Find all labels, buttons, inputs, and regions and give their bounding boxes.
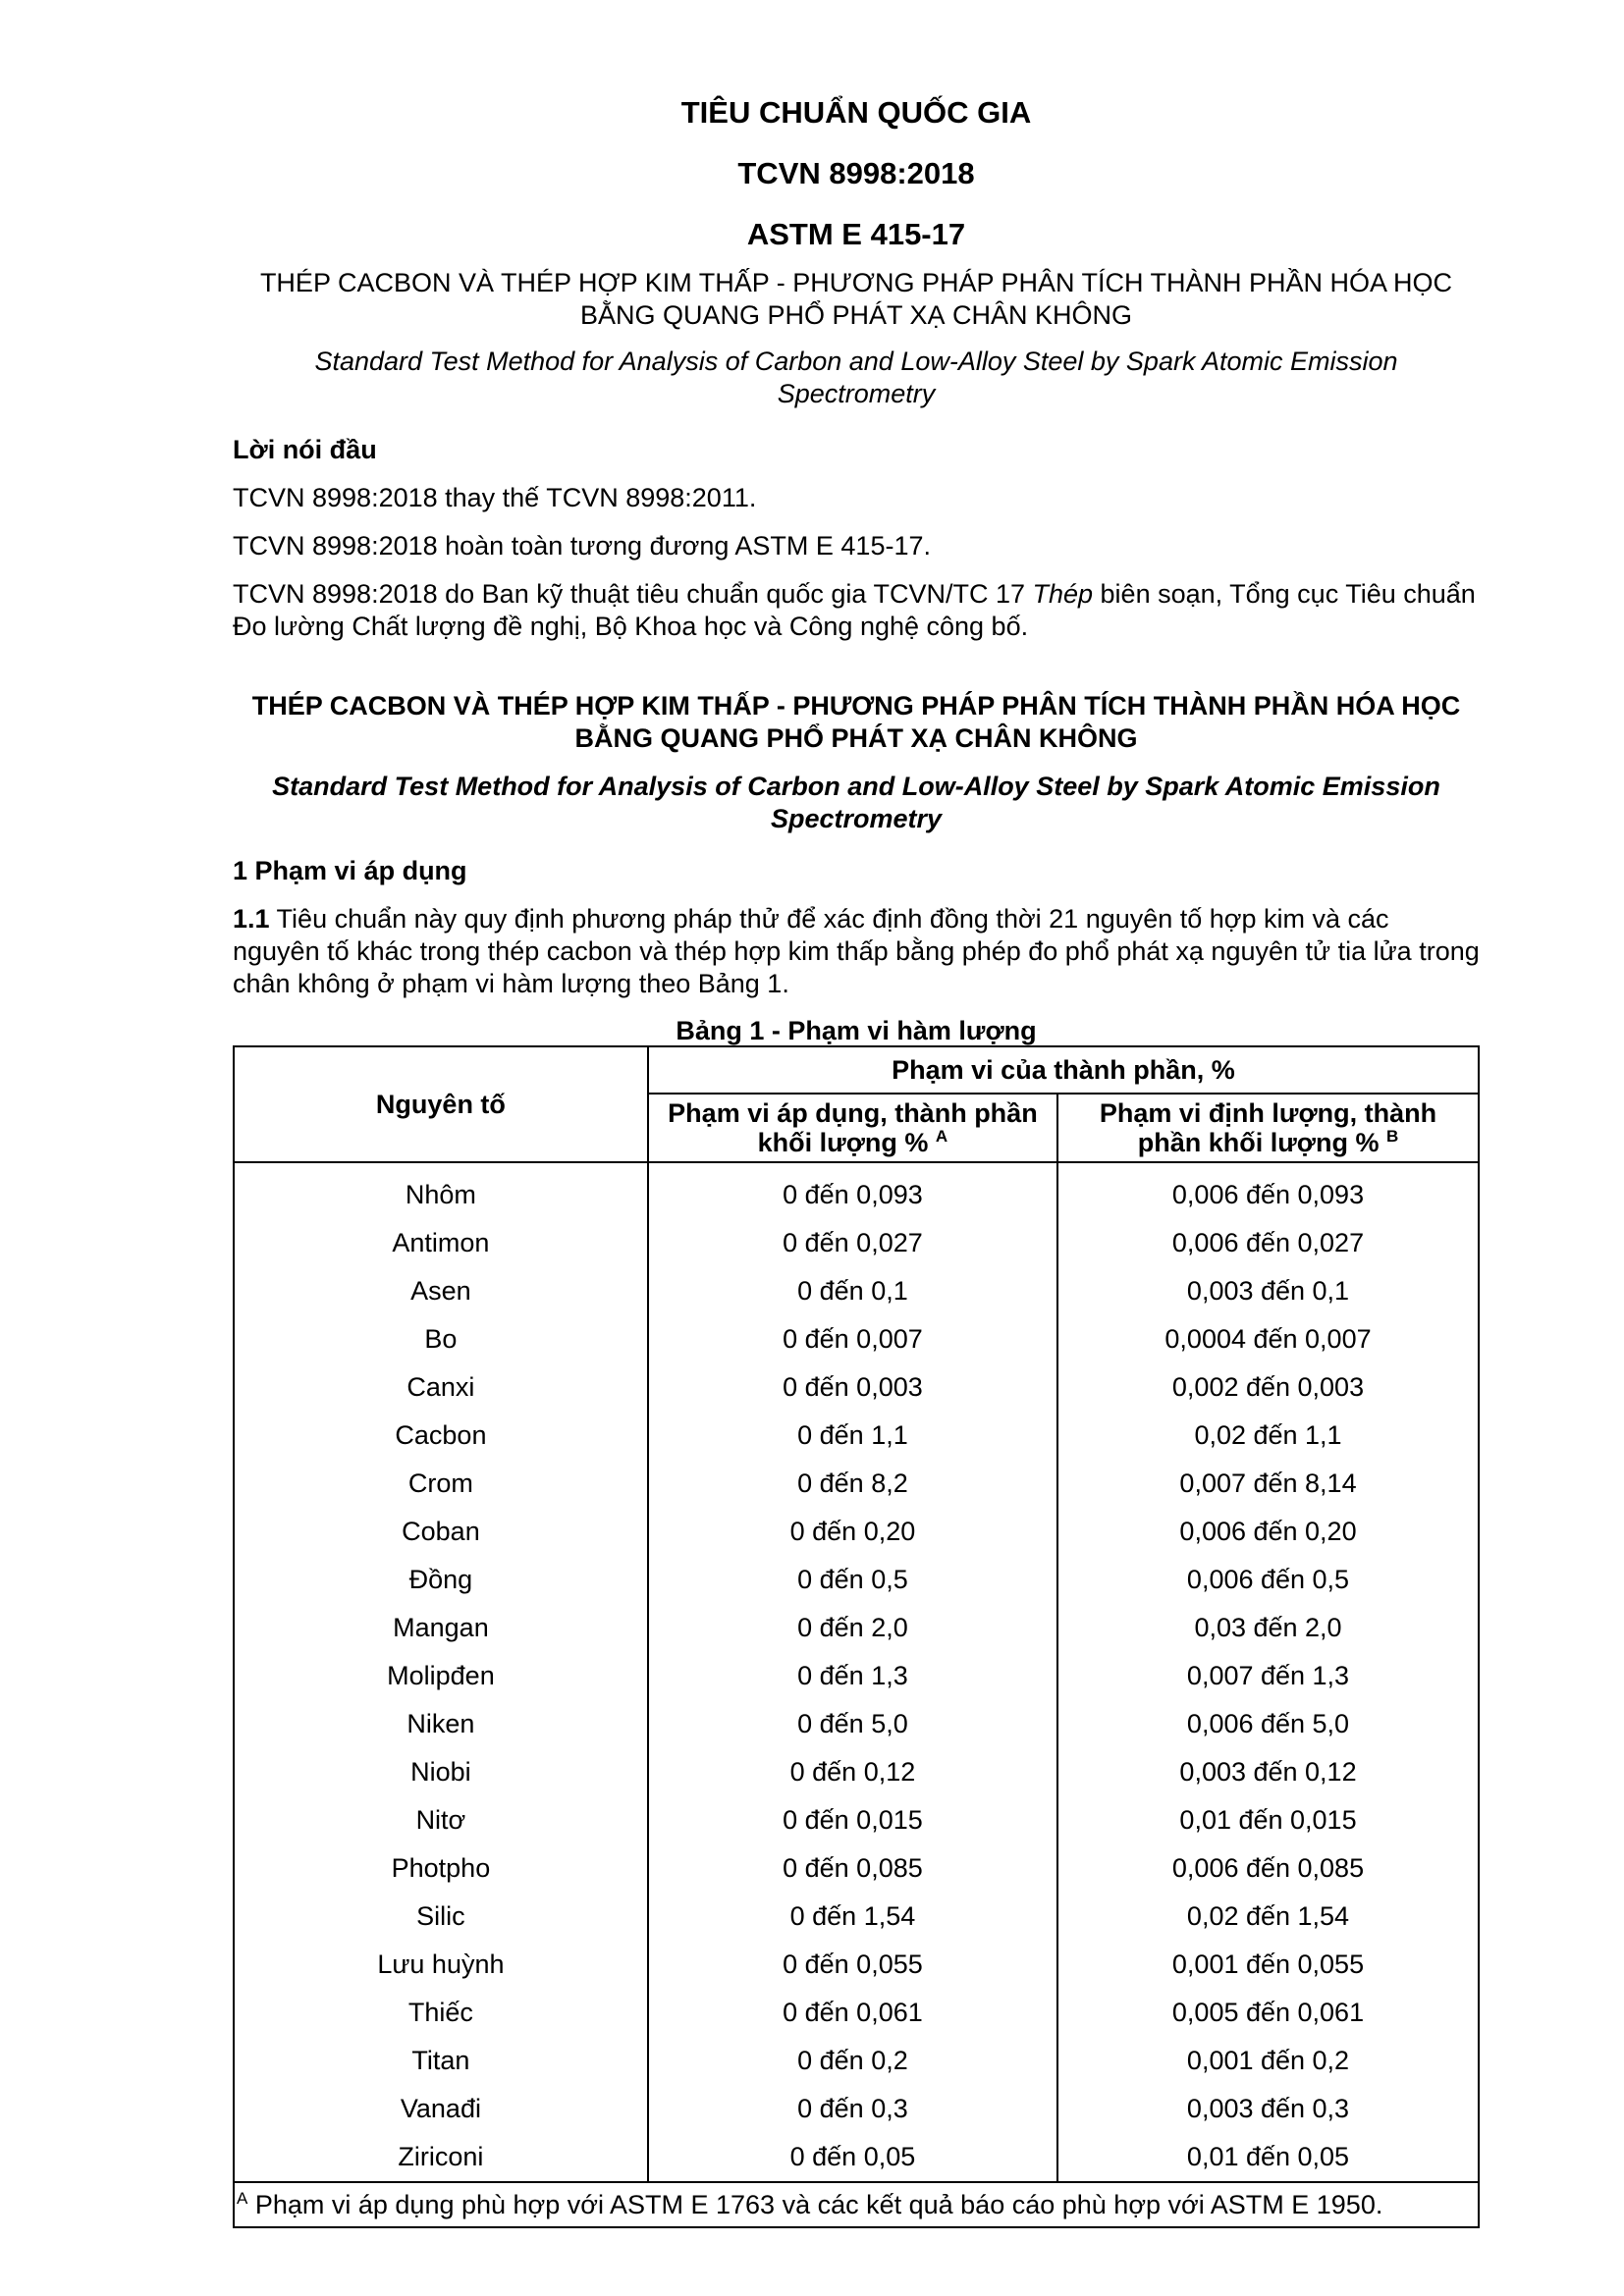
- main-title-english: Standard Test Method for Analysis of Carbon and Low-Alloy Steel by Spark Atomic Emission Spectrometry: [272, 772, 1440, 833]
- clause-1-1: [233, 903, 1480, 1000]
- cell-element: Niken: [234, 1700, 648, 1748]
- cell-applicable-range: 0 đến 1,3: [648, 1652, 1057, 1700]
- cell-quantitative-range: 0,007 đến 1,3: [1057, 1652, 1479, 1700]
- cell-quantitative-range: 0,005 đến 0,061: [1057, 1989, 1479, 2037]
- cell-applicable-range: 0 đến 0,3: [648, 2085, 1057, 2133]
- cell-element: Titan: [234, 2037, 648, 2085]
- cell-element: Thiếc: [234, 1989, 648, 2037]
- cell-element: Molipđen: [234, 1652, 648, 1700]
- header-applicable-range: Phạm vi áp dụng, thành phần khối lượng % $^A$: [648, 1094, 1057, 1162]
- cell-quantitative-range: 0,003 đến 0,3: [1057, 2085, 1479, 2133]
- table-row: [234, 2085, 1479, 2133]
- table-row: [234, 1604, 1479, 1652]
- cell-applicable-range: 0 đến 0,05: [648, 2133, 1057, 2182]
- cell-applicable-range: 0 đến 0,5: [648, 1556, 1057, 1604]
- cell-element: Bo: [234, 1315, 648, 1363]
- cell-quantitative-range: 0,006 đến 5,0: [1057, 1700, 1479, 1748]
- content-range-table: [233, 1045, 1480, 2228]
- table-row: [234, 1460, 1479, 1508]
- footnote-text: Phạm vi áp dụng phù hợp với ASTM E 1763 và các kết quả báo cáo phù hợp với ASTM E 1950.: [247, 2190, 1383, 2219]
- cell-quantitative-range: 0,003 đến 0,1: [1057, 1267, 1479, 1315]
- cell-element: Nitơ: [234, 1796, 648, 1844]
- foreword-paragraph-1: TCVN 8998:2018 thay thế TCVN 8998:2011.: [233, 483, 757, 512]
- astm-code: ASTM E 415-17: [746, 217, 966, 251]
- foreword-p3-italic: Thép: [1032, 579, 1094, 609]
- cell-quantitative-range: 0,003 đến 0,12: [1057, 1748, 1479, 1796]
- table-row: [234, 1893, 1479, 1941]
- cell-applicable-range: 0 đến 0,085: [648, 1844, 1057, 1893]
- cell-quantitative-range: 0,01 đến 0,05: [1057, 2133, 1479, 2182]
- table-row: [234, 2037, 1479, 2085]
- foreword-heading: Lời nói đầu: [233, 435, 377, 464]
- cell-quantitative-range: 0,001 đến 0,055: [1057, 1941, 1479, 1989]
- clause-number: 1.1: [233, 904, 270, 934]
- cell-quantitative-range: 0,001 đến 0,2: [1057, 2037, 1479, 2085]
- cell-quantitative-range: 0,006 đến 0,20: [1057, 1508, 1479, 1556]
- cell-quantitative-range: 0,01 đến 0,015: [1057, 1796, 1479, 1844]
- national-standard-label: TIÊU CHUẨN QUỐC GIA: [680, 95, 1032, 130]
- title-english: Standard Test Method for Analysis of Carbon and Low-Alloy Steel by Spark Atomic Emission Spectrometry: [314, 347, 1398, 408]
- foreword-paragraph-2: TCVN 8998:2018 hoàn toàn tương đương ASTM E 415-17.: [233, 531, 931, 561]
- cell-element: Ziriconi: [234, 2133, 648, 2182]
- table-row: [234, 1989, 1479, 2037]
- table-row: [234, 1219, 1479, 1267]
- table-footnote: [234, 2182, 1479, 2227]
- cell-applicable-range: 0 đến 0,061: [648, 1989, 1057, 2037]
- footnote-mark: A: [237, 2189, 248, 2208]
- title-vietnamese: THÉP CACBON VÀ THÉP HỢP KIM THẤP - PHƯƠNG PHÁP PHÂN TÍCH THÀNH PHẦN HÓA HỌC BẰNG QUANG PHỔ PHÁT XẠ CHÂN KHÔNG: [259, 268, 1453, 330]
- cell-applicable-range: 0 đến 0,12: [648, 1748, 1057, 1796]
- cell-quantitative-range: 0,02 đến 1,54: [1057, 1893, 1479, 1941]
- document-page: [233, 94, 1480, 2228]
- foreword-p3-start: TCVN 8998:2018 do Ban kỹ thuật tiêu chuẩn quốc gia TCVN/TC 17: [233, 579, 1033, 609]
- cell-applicable-range: 0 đến 0,027: [648, 1219, 1057, 1267]
- table-row: [234, 1508, 1479, 1556]
- table-row: [234, 1796, 1479, 1844]
- cell-applicable-range: 0 đến 2,0: [648, 1604, 1057, 1652]
- cell-applicable-range: 0 đến 0,015: [648, 1796, 1057, 1844]
- cell-applicable-range: 0 đến 0,055: [648, 1941, 1057, 1989]
- footnote-ref-b: B: [1386, 1127, 1399, 1146]
- cell-quantitative-range: 0,0004 đến 0,007: [1057, 1315, 1479, 1363]
- cell-element: Silic: [234, 1893, 648, 1941]
- cell-element: Mangan: [234, 1604, 648, 1652]
- cell-quantitative-range: 0,006 đến 0,085: [1057, 1844, 1479, 1893]
- table-row: [234, 1315, 1479, 1363]
- table-row: [234, 1363, 1479, 1412]
- foreword-paragraph-3: [233, 578, 1480, 643]
- cell-element: Antimon: [234, 1219, 648, 1267]
- clause-text: Tiêu chuẩn này quy định phương pháp thử để xác định đồng thời 21 nguyên tố hợp kim và các nguyên tố khác trong thép cacbon và thép hợp kim thấp bằng phép đo phổ phát xạ nguyên tử tia lửa trong chân không ở phạm vi hàm lượng theo Bảng 1.: [233, 904, 1480, 998]
- table-row: [234, 1844, 1479, 1893]
- header-quantitative-range: Phạm vi định lượng, thành phần khối lượng % $^B$: [1057, 1094, 1479, 1162]
- footnote-ref-a: A: [935, 1127, 948, 1146]
- cell-quantitative-range: 0,006 đến 0,093: [1057, 1162, 1479, 1219]
- cell-element: Nhôm: [234, 1162, 648, 1219]
- cell-element: Canxi: [234, 1363, 648, 1412]
- table-row: [234, 1412, 1479, 1460]
- cell-quantitative-range: 0,002 đến 0,003: [1057, 1363, 1479, 1412]
- cell-quantitative-range: 0,006 đến 0,5: [1057, 1556, 1479, 1604]
- table-row: [234, 1748, 1479, 1796]
- cell-applicable-range: 0 đến 0,007: [648, 1315, 1057, 1363]
- table-row: [234, 1941, 1479, 1989]
- cell-element: Vanađi: [234, 2085, 648, 2133]
- header-element: Nguyên tố: [234, 1046, 648, 1162]
- main-title-vietnamese: THÉP CACBON VÀ THÉP HỢP KIM THẤP - PHƯƠNG PHÁP PHÂN TÍCH THÀNH PHẦN HÓA HỌC BẰNG QUANG PHỔ PHÁT XẠ CHÂN KHÔNG: [251, 691, 1461, 753]
- section-1-heading: 1 Phạm vi áp dụng: [233, 856, 467, 885]
- cell-applicable-range: 0 đến 5,0: [648, 1700, 1057, 1748]
- cell-quantitative-range: 0,007 đến 8,14: [1057, 1460, 1479, 1508]
- table-row: [234, 1162, 1479, 1219]
- cell-applicable-range: 0 đến 8,2: [648, 1460, 1057, 1508]
- cell-applicable-range: 0 đến 0,093: [648, 1162, 1057, 1219]
- table-row: [234, 1652, 1479, 1700]
- cell-quantitative-range: 0,006 đến 0,027: [1057, 1219, 1479, 1267]
- foreword-p3-end: biên soạn, Tổng cục Tiêu chuẩn Đo lường Chất lượng đề nghị, Bộ Khoa học và Công nghệ công bố.: [233, 579, 1476, 641]
- tcvn-code: TCVN 8998:2018: [737, 156, 975, 190]
- cell-element: Asen: [234, 1267, 648, 1315]
- cell-quantitative-range: 0,03 đến 2,0: [1057, 1604, 1479, 1652]
- cell-element: Cacbon: [234, 1412, 648, 1460]
- cell-applicable-range: 0 đến 1,1: [648, 1412, 1057, 1460]
- header-group-range: Phạm vi của thành phần, %: [648, 1046, 1479, 1094]
- table-row: [234, 1267, 1479, 1315]
- cell-element: Lưu huỳnh: [234, 1941, 648, 1989]
- cell-applicable-range: 0 đến 0,2: [648, 2037, 1057, 2085]
- table-caption: Bảng 1 - Phạm vi hàm lượng: [676, 1016, 1037, 1045]
- table-body: [234, 1162, 1479, 2182]
- cell-element: Niobi: [234, 1748, 648, 1796]
- cell-applicable-range: 0 đến 0,1: [648, 1267, 1057, 1315]
- table-row: [234, 1700, 1479, 1748]
- cell-element: Crom: [234, 1460, 648, 1508]
- cell-applicable-range: 0 đến 0,003: [648, 1363, 1057, 1412]
- cell-element: Photpho: [234, 1844, 648, 1893]
- cell-applicable-range: 0 đến 0,20: [648, 1508, 1057, 1556]
- cell-applicable-range: 0 đến 1,54: [648, 1893, 1057, 1941]
- cell-quantitative-range: 0,02 đến 1,1: [1057, 1412, 1479, 1460]
- table-row: [234, 1556, 1479, 1604]
- cell-element: Đồng: [234, 1556, 648, 1604]
- table-row: [234, 2133, 1479, 2182]
- cell-element: Coban: [234, 1508, 648, 1556]
